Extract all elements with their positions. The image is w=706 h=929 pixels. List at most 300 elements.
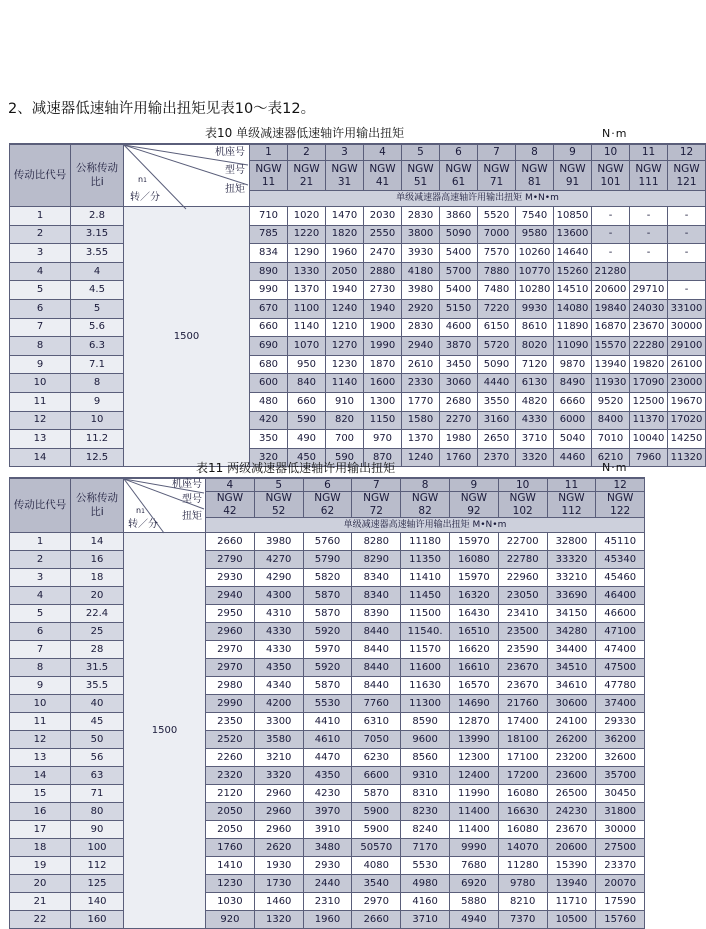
torque-value-cell: 33210	[547, 569, 596, 587]
frame-number-header: 11	[547, 479, 596, 492]
torque-value-cell: 16320	[449, 587, 498, 605]
torque-value-cell: 26500	[547, 785, 596, 803]
ratio-code-cell: 2	[10, 551, 71, 569]
torque-value-cell: 16080	[449, 551, 498, 569]
torque-value-cell: 7370	[498, 911, 547, 929]
torque-value-cell: 1870	[364, 355, 402, 374]
ratio-code-cell: 2	[10, 225, 71, 244]
torque-value-cell: 2730	[364, 281, 402, 300]
torque-value-cell: 7880	[478, 262, 516, 281]
table-row	[10, 551, 645, 569]
torque-value-cell: 11370	[630, 411, 668, 430]
torque-value-cell: 8340	[352, 569, 401, 587]
torque-value-cell: 1460	[254, 893, 303, 911]
ratio-code-cell: 3	[10, 569, 71, 587]
torque-value-cell: 9990	[449, 839, 498, 857]
torque-value-cell: 820	[326, 411, 364, 430]
nominal-ratio-cell: 63	[71, 767, 124, 785]
ratio-code-cell: 10	[10, 374, 71, 393]
torque-value-cell: -	[668, 281, 706, 300]
torque-value-cell: 11350	[401, 551, 450, 569]
torque-value-cell: 1300	[364, 392, 402, 411]
nominal-ratio-cell: 100	[71, 839, 124, 857]
torque-value-cell: 8440	[352, 641, 401, 659]
table10-header-ratio-code: 传动比代号	[10, 145, 71, 207]
table-row	[10, 430, 706, 449]
torque-value-cell: 37400	[596, 695, 645, 713]
model-header: NGW 42	[206, 492, 255, 518]
table-row	[10, 713, 645, 731]
torque-value-cell: 3550	[478, 392, 516, 411]
table11-subheader: 单级减速器高速轴许用输出扭矩 M•N•m	[206, 518, 645, 533]
torque-value-cell: 34280	[547, 623, 596, 641]
model-header: NGW 102	[498, 492, 547, 518]
frame-number-header: 9	[449, 479, 498, 492]
torque-value-cell: 19840	[592, 299, 630, 318]
torque-value-cell: 3710	[516, 430, 554, 449]
torque-value-cell: 6660	[554, 392, 592, 411]
torque-value-cell: 660	[250, 318, 288, 337]
torque-value-cell: 20600	[592, 281, 630, 300]
nominal-ratio-cell: 7.1	[71, 355, 124, 374]
torque-value-cell: 910	[326, 392, 364, 411]
nominal-ratio-cell: 71	[71, 785, 124, 803]
torque-value-cell: 18100	[498, 731, 547, 749]
torque-value-cell: 15970	[449, 569, 498, 587]
torque-value-cell: 23370	[596, 857, 645, 875]
torque-value-cell: 11570	[401, 641, 450, 659]
nominal-ratio-cell: 14	[71, 533, 124, 551]
ratio-code-cell: 16	[10, 803, 71, 821]
torque-value-cell: 9930	[516, 299, 554, 318]
ratio-code-cell: 8	[10, 337, 71, 356]
torque-value-cell: 1140	[288, 318, 326, 337]
torque-value-cell: 3710	[401, 911, 450, 929]
torque-value-cell: 6000	[554, 411, 592, 430]
frame-number-header: 4	[206, 479, 255, 492]
torque-value-cell: -	[592, 244, 630, 263]
torque-value-cell: 45340	[596, 551, 645, 569]
torque-value-cell: 2960	[254, 821, 303, 839]
input-speed-cell: 1500	[124, 207, 250, 467]
nominal-ratio-cell: 112	[71, 857, 124, 875]
frame-number-header: 1	[250, 145, 288, 161]
table-row	[10, 262, 706, 281]
torque-value-cell: 9580	[516, 225, 554, 244]
torque-value-cell: 34610	[547, 677, 596, 695]
frame-number-header: 7	[478, 145, 516, 161]
torque-value-cell: 19820	[630, 355, 668, 374]
table-row	[10, 225, 706, 244]
torque-value-cell: 8440	[352, 623, 401, 641]
label-model: 型号	[225, 165, 245, 176]
torque-value-cell: 7760	[352, 695, 401, 713]
label-n1: n1	[136, 506, 145, 515]
torque-value-cell: 11450	[401, 587, 450, 605]
ratio-code-cell: 7	[10, 641, 71, 659]
torque-value-cell: 7960	[630, 448, 668, 467]
torque-value-cell: 3540	[352, 875, 401, 893]
table11-caption: 表11 两级减速器低速轴许用输出扭矩	[196, 461, 396, 475]
torque-value-cell: 4160	[401, 893, 450, 911]
nominal-ratio-cell: 40	[71, 695, 124, 713]
torque-value-cell: 8310	[401, 785, 450, 803]
torque-value-cell: 1410	[206, 857, 255, 875]
torque-value-cell: 16080	[498, 821, 547, 839]
torque-value-cell: 6130	[516, 374, 554, 393]
torque-value-cell: 3450	[440, 355, 478, 374]
torque-value-cell: 5040	[554, 430, 592, 449]
torque-value-cell: 5920	[303, 659, 352, 677]
torque-value-cell: 6310	[352, 713, 401, 731]
table-row	[10, 677, 645, 695]
torque-value-cell: 7220	[478, 299, 516, 318]
table10-diagonal-header	[124, 145, 250, 207]
table-row	[10, 839, 645, 857]
torque-value-cell: 2120	[206, 785, 255, 803]
torque-value-cell: 23670	[498, 677, 547, 695]
torque-value-cell: 16630	[498, 803, 547, 821]
table-row	[10, 374, 706, 393]
table-row	[10, 875, 645, 893]
table-row	[10, 893, 645, 911]
table11	[9, 477, 645, 929]
torque-value-cell: 6600	[352, 767, 401, 785]
torque-value-cell: 8490	[554, 374, 592, 393]
torque-value-cell: 50570	[352, 839, 401, 857]
torque-value-cell: 12500	[630, 392, 668, 411]
ratio-code-cell: 11	[10, 713, 71, 731]
torque-value-cell: 23000	[668, 374, 706, 393]
torque-value-cell: 16620	[449, 641, 498, 659]
torque-value-cell: 1980	[440, 430, 478, 449]
frame-number-header: 6	[440, 145, 478, 161]
torque-value-cell: 4180	[402, 262, 440, 281]
torque-value-cell: 1990	[364, 337, 402, 356]
ratio-code-cell: 7	[10, 318, 71, 337]
torque-value-cell: 11710	[547, 893, 596, 911]
torque-value-cell: 3870	[440, 337, 478, 356]
torque-value-cell: 1820	[326, 225, 364, 244]
torque-value-cell: 32800	[547, 533, 596, 551]
torque-value-cell: 13940	[547, 875, 596, 893]
torque-value-cell: 1100	[288, 299, 326, 318]
model-header: NGW 62	[303, 492, 352, 518]
nominal-ratio-cell: 6.3	[71, 337, 124, 356]
table-row	[10, 641, 645, 659]
ratio-code-cell: 11	[10, 392, 71, 411]
torque-value-cell: 5090	[478, 355, 516, 374]
model-header: NGW 11	[250, 161, 288, 191]
nominal-ratio-cell: 5	[71, 299, 124, 318]
model-header: NGW 111	[630, 161, 668, 191]
model-header: NGW 92	[449, 492, 498, 518]
torque-value-cell: 7000	[478, 225, 516, 244]
frame-number-header: 6	[303, 479, 352, 492]
model-header: NGW 41	[364, 161, 402, 191]
table-row	[10, 695, 645, 713]
torque-value-cell: 710	[250, 207, 288, 226]
torque-value-cell: 3800	[402, 225, 440, 244]
torque-value-cell: 10500	[547, 911, 596, 929]
frame-number-header: 5	[402, 145, 440, 161]
torque-value-cell: 7010	[592, 430, 630, 449]
torque-value-cell: 2880	[364, 262, 402, 281]
torque-value-cell: 9780	[498, 875, 547, 893]
torque-value-cell: 2830	[402, 207, 440, 226]
torque-value-cell: 834	[250, 244, 288, 263]
frame-number-header: 3	[326, 145, 364, 161]
frame-number-header: 8	[516, 145, 554, 161]
torque-value-cell: 32600	[596, 749, 645, 767]
torque-value-cell: 7480	[478, 281, 516, 300]
ratio-code-cell: 13	[10, 749, 71, 767]
torque-value-cell: 4230	[303, 785, 352, 803]
torque-value-cell: 8590	[401, 713, 450, 731]
table10-header-nominal-ratio: 公称传动比i	[71, 145, 124, 207]
torque-value-cell: 1020	[288, 207, 326, 226]
torque-value-cell: 13940	[592, 355, 630, 374]
torque-value-cell: 17400	[498, 713, 547, 731]
torque-value-cell: 2930	[206, 569, 255, 587]
ratio-code-cell: 20	[10, 875, 71, 893]
nominal-ratio-cell: 25	[71, 623, 124, 641]
torque-value-cell: 870	[364, 448, 402, 467]
label-frame-number: 机座号	[215, 147, 245, 158]
table-row	[10, 623, 645, 641]
ratio-code-cell: 12	[10, 731, 71, 749]
torque-value-cell: 2610	[402, 355, 440, 374]
torque-value-cell: 2660	[352, 911, 401, 929]
table-row	[10, 911, 645, 929]
torque-value-cell: 30000	[668, 318, 706, 337]
torque-value-cell: 2990	[206, 695, 255, 713]
torque-value-cell: 20070	[596, 875, 645, 893]
torque-value-cell: 5870	[303, 677, 352, 695]
nominal-ratio-cell: 22.4	[71, 605, 124, 623]
torque-value-cell: 17100	[498, 749, 547, 767]
ratio-code-cell: 15	[10, 785, 71, 803]
torque-value-cell: 9870	[554, 355, 592, 374]
torque-value-cell: 14070	[498, 839, 547, 857]
torque-value-cell: 23670	[498, 659, 547, 677]
ratio-code-cell: 19	[10, 857, 71, 875]
torque-value-cell: 3320	[516, 448, 554, 467]
torque-value-cell: 15260	[554, 262, 592, 281]
torque-value-cell: 16430	[449, 605, 498, 623]
torque-value-cell: 16570	[449, 677, 498, 695]
model-header: NGW 51	[402, 161, 440, 191]
torque-value-cell: 23590	[498, 641, 547, 659]
torque-value-cell: 700	[326, 430, 364, 449]
torque-value-cell: 5900	[352, 821, 401, 839]
torque-value-cell: 450	[288, 448, 326, 467]
torque-value-cell: 4330	[516, 411, 554, 430]
torque-value-cell: 480	[250, 392, 288, 411]
torque-value-cell: 2660	[206, 533, 255, 551]
label-frame-number: 机座号	[172, 479, 202, 490]
torque-value-cell: 1760	[440, 448, 478, 467]
torque-value-cell: 5900	[352, 803, 401, 821]
torque-value-cell: 1370	[402, 430, 440, 449]
torque-value-cell: 5870	[303, 587, 352, 605]
torque-value-cell: 1070	[288, 337, 326, 356]
model-header: NGW 81	[516, 161, 554, 191]
torque-value-cell: 33100	[668, 299, 706, 318]
label-torque: 扭矩	[182, 511, 202, 522]
torque-value-cell: 3060	[440, 374, 478, 393]
torque-value-cell: 5520	[478, 207, 516, 226]
torque-value-cell: 16080	[498, 785, 547, 803]
table-row	[10, 533, 645, 551]
torque-value-cell: 3930	[402, 244, 440, 263]
table10	[9, 143, 706, 467]
nominal-ratio-cell: 10	[71, 411, 124, 430]
frame-number-header: 10	[498, 479, 547, 492]
torque-value-cell: 2550	[364, 225, 402, 244]
torque-value-cell: 690	[250, 337, 288, 356]
torque-value-cell: 8230	[401, 803, 450, 821]
torque-value-cell: 11600	[401, 659, 450, 677]
label-rpm: 转／分	[128, 519, 158, 530]
torque-value-cell: 35700	[596, 767, 645, 785]
torque-value-cell: 10850	[554, 207, 592, 226]
label-n1: n1	[138, 175, 147, 184]
torque-value-cell: 590	[288, 411, 326, 430]
torque-value-cell: 5920	[303, 623, 352, 641]
torque-value-cell: 2050	[206, 803, 255, 821]
torque-value-cell: 4940	[449, 911, 498, 929]
nominal-ratio-cell: 4.5	[71, 281, 124, 300]
torque-value-cell: 1220	[288, 225, 326, 244]
nominal-ratio-cell: 5.6	[71, 318, 124, 337]
torque-value-cell: 1240	[402, 448, 440, 467]
torque-value-cell: 7680	[449, 857, 498, 875]
torque-value-cell: 2970	[352, 893, 401, 911]
torque-value-cell: 1210	[326, 318, 364, 337]
torque-value-cell: 5400	[440, 281, 478, 300]
torque-value-cell: 5530	[401, 857, 450, 875]
torque-value-cell: 2940	[206, 587, 255, 605]
torque-value-cell: 4460	[554, 448, 592, 467]
frame-number-header: 12	[596, 479, 645, 492]
nominal-ratio-cell: 31.5	[71, 659, 124, 677]
ratio-code-cell: 12	[10, 411, 71, 430]
torque-value-cell: 3970	[303, 803, 352, 821]
table-row	[10, 337, 706, 356]
input-speed-cell: 1500	[124, 533, 206, 929]
torque-value-cell: 970	[364, 430, 402, 449]
torque-value-cell: 8400	[592, 411, 630, 430]
table-row	[10, 355, 706, 374]
torque-value-cell: 890	[250, 262, 288, 281]
torque-value-cell: 11890	[554, 318, 592, 337]
torque-value-cell: 1940	[364, 299, 402, 318]
torque-value-cell: 12300	[449, 749, 498, 767]
table10-unit: N·m	[602, 127, 628, 140]
torque-value-cell: 22280	[630, 337, 668, 356]
torque-value-cell: 8290	[352, 551, 401, 569]
label-model: 型号	[182, 494, 202, 505]
torque-value-cell: 17020	[668, 411, 706, 430]
torque-value-cell: 5530	[303, 695, 352, 713]
torque-value-cell: 4980	[401, 875, 450, 893]
table11-diagonal-header	[124, 479, 206, 533]
torque-value-cell: 350	[250, 430, 288, 449]
table-row	[10, 605, 645, 623]
nominal-ratio-cell: 9	[71, 392, 124, 411]
model-header: NGW 52	[254, 492, 303, 518]
torque-value-cell: 2970	[206, 641, 255, 659]
torque-value-cell: 46400	[596, 587, 645, 605]
torque-value-cell: 1960	[326, 244, 364, 263]
table-row	[10, 299, 706, 318]
torque-value-cell: 1330	[288, 262, 326, 281]
torque-value-cell: -	[668, 225, 706, 244]
table-row	[10, 411, 706, 430]
torque-value-cell: 26200	[547, 731, 596, 749]
ratio-code-cell: 17	[10, 821, 71, 839]
torque-value-cell: 15390	[547, 857, 596, 875]
torque-value-cell: 1150	[364, 411, 402, 430]
torque-value-cell: 29330	[596, 713, 645, 731]
model-header: NGW 122	[596, 492, 645, 518]
torque-value-cell: 1140	[326, 374, 364, 393]
torque-value-cell: 6210	[592, 448, 630, 467]
torque-value-cell: 34150	[547, 605, 596, 623]
torque-value-cell: 34510	[547, 659, 596, 677]
torque-value-cell: 3910	[303, 821, 352, 839]
torque-value-cell: 6150	[478, 318, 516, 337]
torque-value-cell: 6230	[352, 749, 401, 767]
ratio-code-cell: 5	[10, 605, 71, 623]
torque-value-cell: 2960	[206, 623, 255, 641]
torque-value-cell: 23410	[498, 605, 547, 623]
torque-value-cell: 3860	[440, 207, 478, 226]
torque-value-cell: 1290	[288, 244, 326, 263]
table11-header-ratio-code: 传动比代号	[10, 479, 71, 533]
torque-value-cell: 6920	[449, 875, 498, 893]
torque-value-cell: 2260	[206, 749, 255, 767]
torque-value-cell: 21760	[498, 695, 547, 713]
torque-value-cell: 8280	[352, 533, 401, 551]
nominal-ratio-cell: 160	[71, 911, 124, 929]
torque-value-cell: 1320	[254, 911, 303, 929]
torque-value-cell: 22780	[498, 551, 547, 569]
nominal-ratio-cell: 140	[71, 893, 124, 911]
nominal-ratio-cell: 8	[71, 374, 124, 393]
torque-value-cell: 26100	[668, 355, 706, 374]
model-header: NGW 71	[478, 161, 516, 191]
ratio-code-cell: 14	[10, 448, 71, 467]
torque-value-cell: 23670	[630, 318, 668, 337]
torque-value-cell: -	[592, 225, 630, 244]
torque-value-cell: 20600	[547, 839, 596, 857]
table-row	[10, 749, 645, 767]
torque-value-cell: 47500	[596, 659, 645, 677]
frame-number-header: 9	[554, 145, 592, 161]
torque-value-cell: 2030	[364, 207, 402, 226]
ratio-code-cell: 1	[10, 207, 71, 226]
torque-value-cell: 7540	[516, 207, 554, 226]
torque-value-cell: -	[668, 244, 706, 263]
torque-value-cell: 11180	[401, 533, 450, 551]
torque-value-cell: 14510	[554, 281, 592, 300]
torque-value-cell: -	[592, 207, 630, 226]
torque-value-cell: 27500	[596, 839, 645, 857]
ratio-code-cell: 22	[10, 911, 71, 929]
model-header: NGW 121	[668, 161, 706, 191]
